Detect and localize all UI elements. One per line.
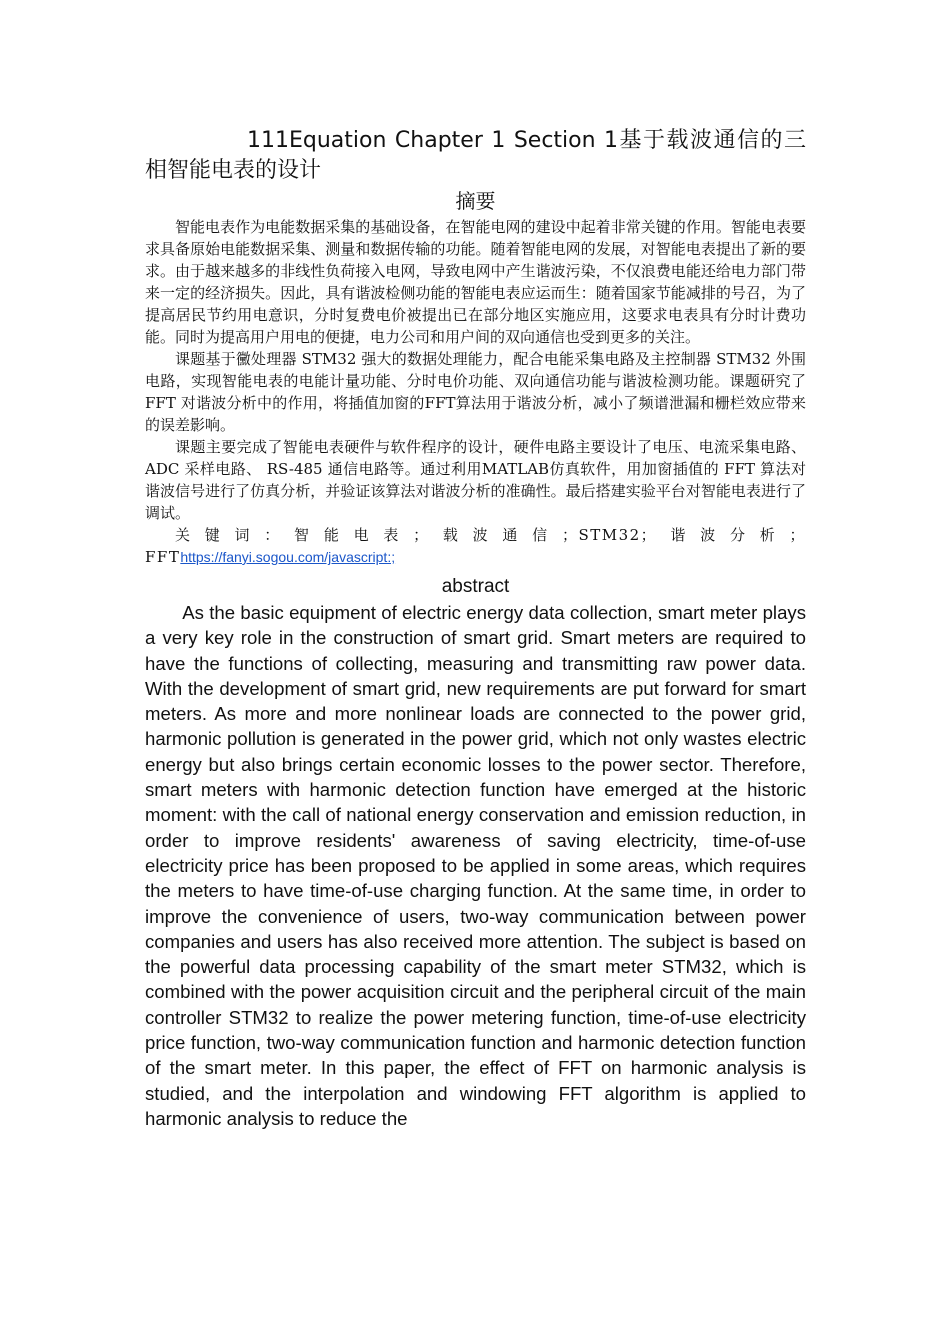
keywords-line — [145, 524, 806, 568]
english-abstract-heading: abstract — [441, 576, 510, 597]
chinese-abstract-paragraph-3: 课题主要完成了智能电表硬件与软件程序的设计，硬件电路主要设计了电压、电流采集电路、 ADC 采样电路、 RS-485 通信电路等。通过利用MATLAB仿真软件，用加窗插值的 FFT 算法对谐波信号进行了仿真分析，并验证该算法对谐波分析的准确性。最后搭建实验平台对智能电表进行了调试。 — [145, 438, 806, 522]
chinese-abstract-heading: 摘要 — [455, 189, 496, 213]
chinese-abstract-paragraph-2: 课题基于黴处理器 STM32 强大的数据处理能力，配合电能采集电路及主控制器 STM32 外围电路，实现智能电表的电能计量功能、分时电价功能、双向通信功能与谐波检测功能。课题研究了 FFT 对谐波分析中的作用，将插值加窗的FFT算法用于谐波分析，减小了频谱泄漏和栅栏效应带来的误差影响。 — [145, 350, 806, 434]
equation-chapter-marker: 111Equation Chapter 1 Section 1 — [247, 128, 619, 153]
document-title — [145, 126, 806, 186]
english-abstract-paragraph: As the basic equipment of electric energy data collection, smart meter plays a very key role in the construction of smart grid. Smart meters are required to have the functions of collecting, measuring and transmitting raw power data. With the development of smart grid, new requirements are put forward for smart meters. As more and more nonlinear loads are connected to the power grid, harmonic pollution is generated in the power grid, which not only wastes electric energy but also brings certain economic losses to the power sector. Therefore, smart meters with harmonic detection function have emerged at the historic moment: with the call of national energy conservation and emission reduction, in order to improve residents' awareness of saving electricity, time-of-use electricity price has been proposed to be applied in some areas, which requires the meters to have time-of-use charging function. At the same time, in order to improve the convenience of users, two-way communication between power companies and users has also received more attention. The subject is based on the powerful data processing capability of the smart meter STM32, which is combined with the power acquisition circuit and the peripheral circuit of the main controller STM32 to realize the power metering function, time-of-use electricity price function, two-way communication function and harmonic detection function of the smart meter. In this paper, the effect of FFT on harmonic analysis is studied, and the interpolation and windowing FFT algorithm is applied to harmonic analysis to reduce the — [145, 602, 806, 1129]
thesis-title: 基于载波通信的三相智能电表的设计 — [145, 128, 806, 183]
document-body — [145, 126, 806, 1131]
chinese-abstract-paragraph-1: 智能电表作为电能数据采集的基础设备，在智能电网的建设中起着非常关键的作用。智能电表要求具备原始电能数据采集、测量和数据传输的功能。随着智能电网的发展，对智能电表提出了新的要求。由于越来越多的非线性负荷接入电网，导致电网中产生谐波污染，不仅浪费电能还给电力部门带来一定的经济损失。因此，具有谐波检侧功能的智能电表应运而生：随着国家节能减排的号召，为了提高居民节约用电意识，分时复费电价被提出已在部分地区实施应用，这要求电表具有分时计费功能。同时为提高用户用电的便捷，电力公司和用户间的双向通信也受到更多的关注。 — [145, 218, 806, 346]
keywords-link[interactable]: https://fanyi.sogou.com/javascript:; — [180, 549, 396, 565]
keywords-text: 关键词：智能电表；载波通信；STM32；谐波分析；FFT — [145, 526, 806, 566]
